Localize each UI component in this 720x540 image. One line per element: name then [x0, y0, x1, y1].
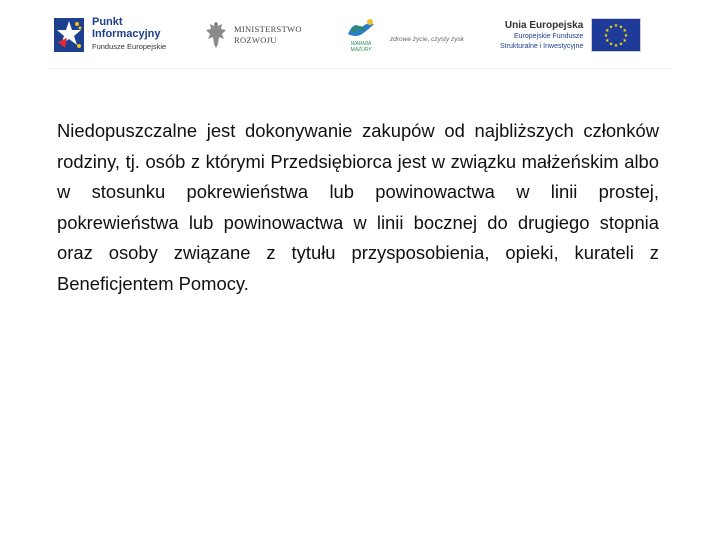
polish-eagle-emblem-icon: [204, 20, 228, 50]
svg-text:★: ★: [609, 41, 614, 48]
eu-flag-icon: [591, 18, 641, 52]
mr-line-1: MINISTERSTWO: [234, 24, 302, 34]
ministerstwo-rozwoju-logo: [204, 20, 302, 50]
svg-text:★: ★: [609, 24, 614, 31]
ue-line-3: Strukturalne i Inwestycyjne: [500, 42, 584, 50]
svg-text:★: ★: [624, 33, 629, 39]
fundusze-europejskie-text: [92, 16, 166, 53]
svg-text:★: ★: [622, 28, 628, 34]
warmia-mazury-logo-icon: [344, 18, 378, 40]
warmia-mazury-slogan: zdrowe życie, czysty zysk: [390, 36, 465, 43]
svg-text:★: ★: [604, 33, 609, 39]
svg-text:★: ★: [622, 38, 628, 44]
svg-text:★: ★: [614, 43, 619, 49]
fe-line-2: Informacyjny: [92, 28, 161, 40]
ue-line-2: Europejskie Fundusze: [514, 32, 584, 40]
warmia-mazury-logo: [344, 18, 464, 53]
fundusze-europejskie-logo: [54, 16, 166, 53]
unia-europejska-text: [500, 19, 583, 52]
main-paragraph: Niedopuszczalne jest dokonywanie zakupów od najbliższych członków rodziny, tj. osób z którymi Przedsiębiorca jest w związku małżeńskim albo w stosunku pokrewieństwa lub powinowactwa w linii prostej, pokrewieństwa lub powinowactwa w linii bocznej do drugiego stopnia oraz osoby związane z tytułu przysposobienia, opieki, kurateli z Beneficjentem Pomocy.: [57, 120, 659, 294]
fe-line-3: Fundusze Europejskie: [92, 42, 167, 51]
fundusze-europejskie-star-icon: [54, 18, 84, 52]
ue-line-1: Unia Europejska: [504, 19, 584, 31]
svg-text:★: ★: [614, 23, 619, 29]
svg-text:★: ★: [605, 38, 610, 44]
svg-text:★: ★: [619, 24, 624, 31]
mr-line-2: ROZWOJU: [234, 35, 277, 45]
unia-europejska-logo: [500, 18, 641, 52]
svg-text:★: ★: [605, 28, 610, 34]
logo-bar: [48, 8, 672, 69]
svg-text:★: ★: [619, 41, 624, 48]
ministerstwo-rozwoju-text: [234, 24, 302, 46]
fe-line-1: Punkt: [92, 16, 123, 28]
warmia-mazury-name: WARMIA MAZURY: [350, 41, 372, 53]
